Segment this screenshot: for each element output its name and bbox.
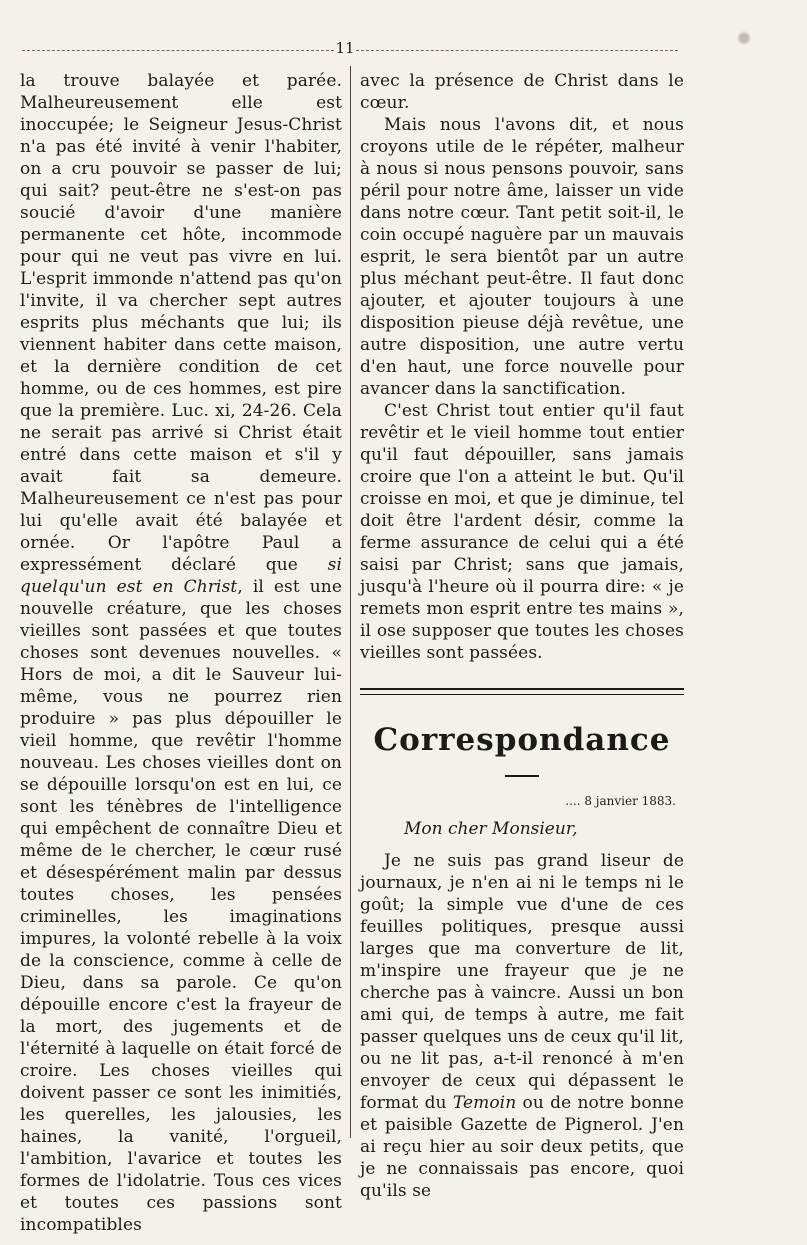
page-number: 11 bbox=[335, 39, 355, 57]
letter-text-italic: Temoin bbox=[452, 1093, 517, 1113]
letter-paragraph bbox=[360, 850, 684, 1202]
title-underline bbox=[505, 775, 539, 777]
header-rule-right bbox=[356, 50, 678, 51]
header-rule-left bbox=[22, 50, 334, 51]
section-divider bbox=[360, 688, 684, 695]
letter-text-part-1: Je ne suis pas grand liseur de journaux, je n'en ai ni le temps ni le goût; la simple vue d'une de ces feuilles politiques, presque aussi larges que ma converture de lit, m'inspire une frayeur que je ne cherche pas à vaincre. Aussi un bon ami qui, de temps à autre, me fait passer quelques uns de ceux qu'il lit, ou ne lit pas, a-t-il renoncé à m'en envoyer de ceux qui dépassent le format du bbox=[360, 851, 684, 1113]
paragraph-3: C'est Christ tout entier qu'il faut revêtir et le vieil homme tout entier qu'il faut dépouiller, sans jamais croire que l'on a atteint le but. Qu'il croisse en moi, et que je diminue, tel doit être l'ardent désir, comme la ferme assurance de celui qui a été saisi par Christ; sans que jamais, jusqu'à l'heure où il pourra dire: « je remets mon esprit entre tes mains », il ose supposer que toutes les choses vieilles sont passées. bbox=[360, 401, 684, 663]
letter-text-part-2: ou de notre bonne et paisible Gazette de Pignerol. J'en ai reçu hier au soir deux petits, que je ne connaissais pas encore, quoi qu'ils se bbox=[360, 1093, 684, 1201]
left-text-part-2: , il est une nouvelle créature, que les choses vieilles sont passées et que toutes choses sont devenues nouvelles. « Hors de moi, a dit le Sauveur lui-même, vous ne pourrez rien produire » pas plus dépouiller le vieil homme, que revêtir l'homme nouveau. Les choses vieilles dont on se dépouille lorsqu'on est en lui, ce sont les ténèbres de l'intelligence qui empêchent de connaître Dieu et même de le chercher, le cœur rusé et désespérément malin par dessus toutes choses, les pensées criminelles, les imaginations impures, la volonté rebelle à la voix de la conscience, comme à celle de Dieu, dans sa parole. Ce qu'on dépouille encore c'est la frayeur de la mort, des jugements et de l'éternité à laquelle on était forcé de croire. Les choses vieilles qui doivent passer ce sont les inimitiés, les querelles, les jalousies, les haines, la vanité, l'orgueil, l'ambition, l'avarice et toutes les formes de l'idolatrie. Tous ces vices et toutes ces passions sont incompatibles bbox=[20, 577, 342, 1235]
left-column bbox=[20, 70, 342, 1236]
paper-speck bbox=[737, 28, 751, 48]
letter-body bbox=[360, 850, 684, 1202]
column-divider bbox=[350, 66, 351, 1138]
paragraph-1: avec la présence de Christ dans le cœur. bbox=[360, 71, 684, 113]
letter-dateline: .... 8 janvier 1883. bbox=[565, 794, 676, 808]
left-column-text bbox=[20, 70, 342, 1236]
right-column-top bbox=[360, 70, 684, 664]
left-text-part-1: la trouve balayée et parée. Malheureusement elle est inoccupée; le Seigneur Jesus-Christ n'a pas été invité à venir l'habiter, on a cru pouvoir se passer de lui; qui sait? peut-être ne s'est-on pas soucié d'avoir d'une manière permanente cet hôte, incommode pour qui ne veut pas vivre en lui. L'esprit immonde n'attend pas qu'on l'invite, il va chercher sept autres esprits plus méchants que lui; ils viennent habiter dans cette maison, et la dernière condition de cet homme, ou de ces hommes, est pire que la première. Luc. xi, 24-26. Cela ne serait pas arrivé si Christ était entré dans cette maison et s'il y avait fait sa demeure. Malheureusement ce n'est pas pour lui qu'elle avait été balayée et ornée. Or l'apôtre Paul a expressément déclaré que bbox=[20, 71, 342, 575]
paragraph-2: Mais nous l'avons dit, et nous croyons utile de le répéter, malheur à nous si nous pensons pouvoir, sans péril pour notre âme, laisser un vide dans notre cœur. Tant petit soit-il, le coin occupé naguère par un mauvais esprit, le sera bientôt par un autre plus méchant peut-être. Il faut donc ajouter, et ajouter toujours à une disposition pieuse déjà revêtue, une autre disposition, une autre vertu d'en haut, une force nouvelle pour avancer dans la sanctification. bbox=[360, 115, 684, 399]
left-text-italic: si quelqu'un est en Christ bbox=[20, 555, 342, 597]
section-title: Correspondance bbox=[373, 722, 671, 758]
letter-salutation: Mon cher Monsieur, bbox=[404, 819, 578, 839]
